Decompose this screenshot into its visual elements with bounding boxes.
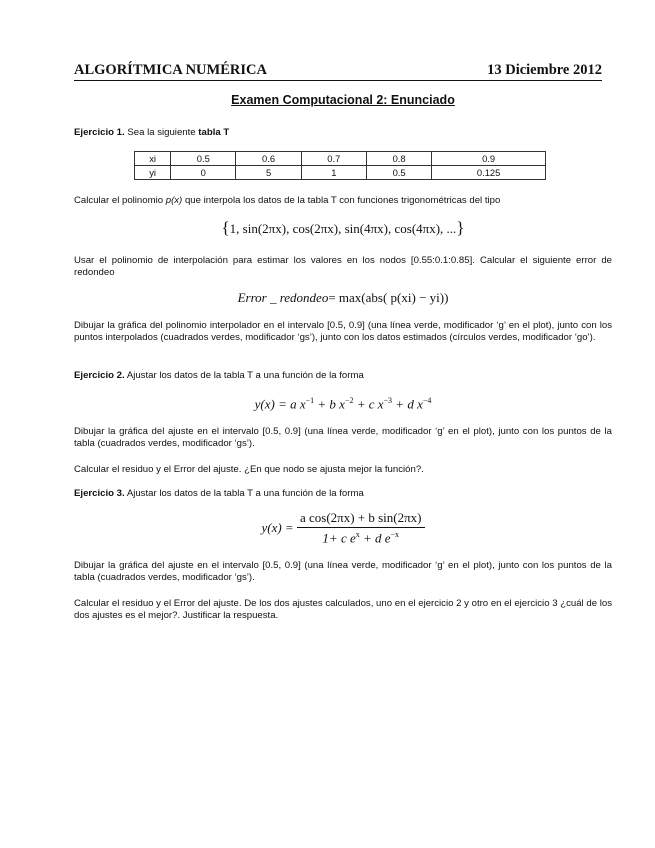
basis-functions: 1, sin(2πx), cos(2πx), sin(4πx), cos(4πx), ...: [229, 221, 457, 236]
table-cell: 5: [236, 166, 301, 180]
fraction-denominator: [297, 528, 425, 546]
formula-exponent: −1: [305, 396, 315, 405]
text-span: que interpola los datos de la tabla T con funciones trigonométricas del tipo: [184, 195, 501, 206]
table-cell: 0.9: [432, 152, 546, 166]
error-formula: [74, 290, 612, 306]
ej3-label: Ejercicio 3.: [74, 488, 125, 499]
ej3-formula: [74, 510, 612, 546]
formula-term: + d x: [392, 396, 423, 412]
ej1-intro: [74, 127, 612, 139]
ej3-intro: [74, 488, 612, 500]
formula-term: + b x: [314, 396, 345, 412]
polynomial-name: p(x): [165, 195, 183, 206]
ej1-table-name: tabla T: [198, 127, 230, 138]
fraction: [297, 510, 425, 546]
ej2-intro: [74, 370, 612, 382]
basis-formula: [74, 218, 612, 238]
table-cell: 0: [171, 166, 236, 180]
ej2-intro-text: Ajustar los datos de la tabla T a una función de la forma: [126, 370, 364, 381]
ej1-intro-text: Sea la siguiente: [127, 127, 196, 138]
table-cell: 0.5: [171, 152, 236, 166]
ej1-paragraph-1: [74, 195, 612, 207]
formula-exponent: x: [355, 530, 360, 539]
table-row: [135, 166, 546, 180]
ej3-intro-text: Ajustar los datos de la tabla T a una función de la forma: [126, 488, 364, 499]
exam-title: Examen Computacional 2: Enunciado: [231, 93, 455, 107]
formula-term: + c x: [353, 396, 384, 412]
table-cell: 0.8: [366, 152, 431, 166]
table-cell: 0.5: [366, 166, 431, 180]
exam-date: 13 Diciembre 2012: [487, 62, 602, 78]
formula-lhs: y(x) =: [261, 520, 297, 536]
formula-exponent: −4: [422, 396, 432, 405]
right-brace: }: [456, 218, 465, 237]
denominator-term: + d e: [359, 530, 391, 546]
data-table: [134, 151, 546, 180]
fraction-numerator: a cos(2πx) + b sin(2πx): [297, 510, 425, 528]
formula-lhs: y(x) =: [254, 396, 291, 412]
ej3-paragraph-2: Calcular el residuo y el Error del ajuste. De los dos ajustes calculados, uno en el ejercicio 2 y otro en el ejercicio 3 ¿cuál de los dos ajustes es el mejor?. Justificar la respuesta.: [74, 598, 612, 621]
ej3-paragraph-1: Dibujar la gráfica del ajuste en el intervalo [0.5, 0.9] (una línea verde, modificador ‘g’ en el plot), junto con los puntos de la tabla (cuadrados verdes, modificador ‘gs’).: [74, 560, 612, 583]
ej1-label: Ejercicio 1.: [74, 127, 125, 138]
table-cell: 0.125: [432, 166, 546, 180]
page-header: [74, 62, 602, 81]
course-title: ALGORÍTMICA NUMÉRICA: [74, 62, 267, 78]
table-cell: yi: [135, 166, 171, 180]
error-lhs: Error _ redondeo: [237, 290, 329, 305]
formula-term: a x: [290, 396, 306, 412]
ej1-paragraph-3: Dibujar la gráfica del polinomio interpolador en el intervalo [0.5, 0.9] (una línea verde, modificador ‘g’ en el plot), junto con los puntos interpolados (cuadrados verdes, modificador ‘gs’), junto con los datos estimados (círculos verdes, modificador ‘go’).: [74, 320, 612, 343]
ej2-paragraph-2: Calcular el residuo y el Error del ajuste. ¿En que nodo se ajusta mejor la función?.: [74, 464, 424, 475]
table-row: [135, 152, 546, 166]
ej2-label: Ejercicio 2.: [74, 370, 125, 381]
text-span: Calcular el polinomio: [74, 195, 164, 206]
ej1-paragraph-2: Usar el polinomio de interpolación para estimar los valores en los nodos [0.55:0.1:0.85]. Calcular el siguiente error de redondeo: [74, 255, 612, 278]
formula-exponent: −3: [383, 396, 393, 405]
table-cell: 0.7: [301, 152, 366, 166]
table-cell: 1: [301, 166, 366, 180]
left-brace: {: [221, 218, 230, 237]
formula-exponent: −x: [390, 530, 400, 539]
denominator-term: 1+ c e: [322, 530, 356, 546]
ej2-paragraph-1: Dibujar la gráfica del ajuste en el intervalo [0.5, 0.9] (una línea verde, modificador ‘g’ en el plot), junto con los puntos de la tabla (cuadrados verdes, modificador ‘gs’).: [74, 426, 612, 449]
table-cell: xi: [135, 152, 171, 166]
error-rhs: = max(abs( p(xi) − yi)): [328, 290, 449, 305]
formula-exponent: −2: [344, 396, 354, 405]
table-cell: 0.6: [236, 152, 301, 166]
ej2-formula: [74, 396, 612, 412]
